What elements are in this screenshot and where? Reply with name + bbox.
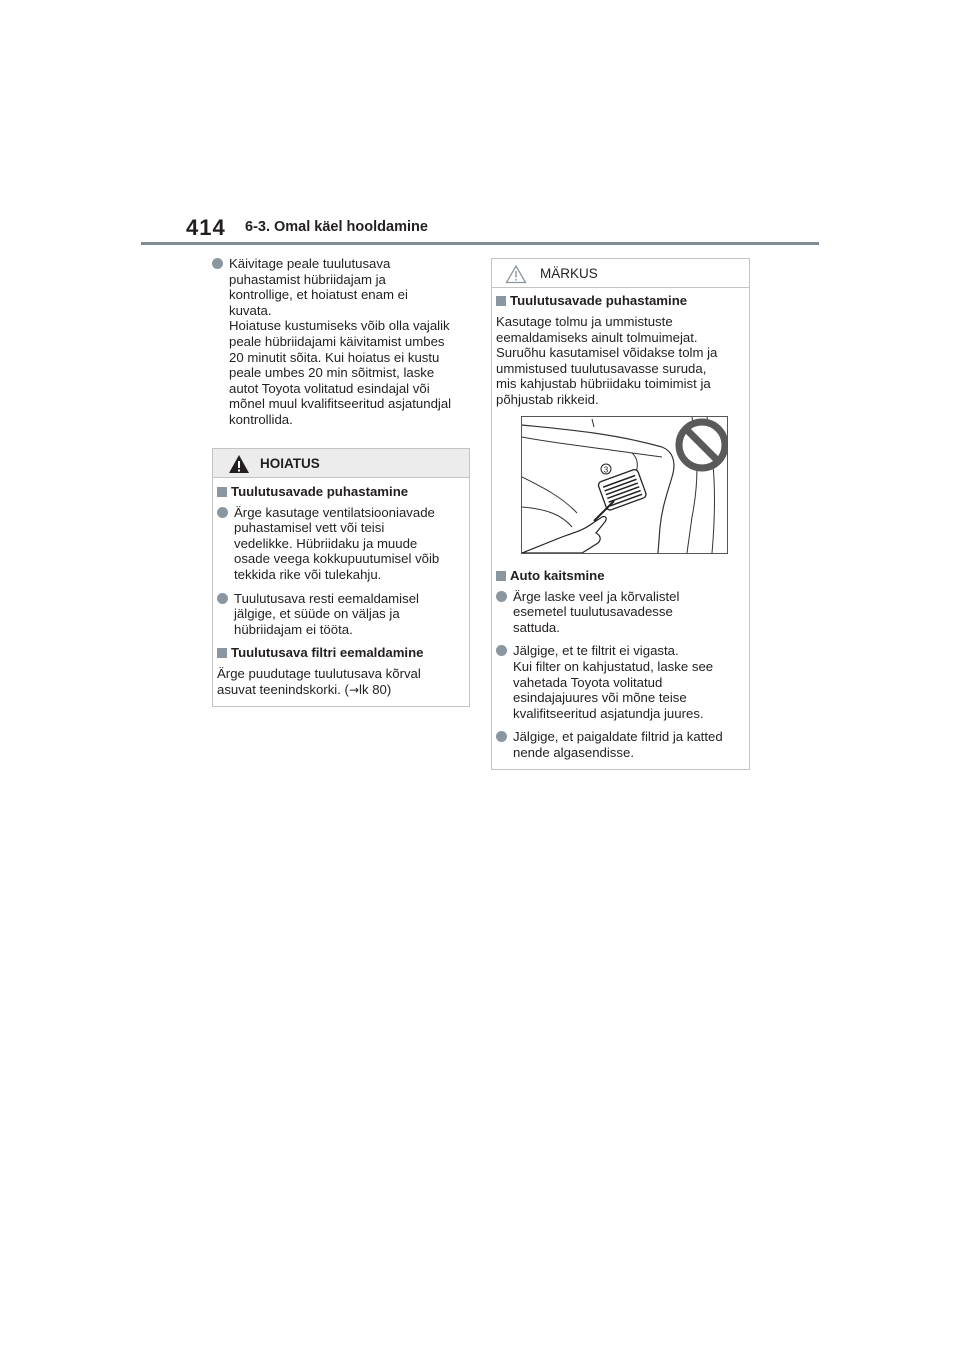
arrow-icon: → [348, 682, 360, 697]
section-heading: Auto kaitsmine [496, 568, 743, 584]
text-line: Tuulutusava resti eemaldamisel [234, 590, 419, 606]
text-line: 20 minutit sõita. Kui hoiatus ei kustu [229, 349, 440, 365]
text-line: kuvata. [229, 302, 272, 318]
text-line: eemaldamiseks ainult tolmuimejat. [496, 329, 698, 345]
text-line: jälgige, et süüde on väljas ja [234, 606, 400, 622]
square-bullet-icon [217, 648, 227, 658]
notice-bullet-item [496, 589, 743, 636]
text-line: puhastamisel vett või teisi [234, 520, 385, 536]
text-line: vedelikke. Hübriidaku ja muude [234, 535, 418, 551]
text-line: sattuda. [513, 619, 560, 635]
warning-triangle-icon [228, 454, 250, 474]
intro-bullet-item [212, 256, 470, 428]
text-line: asuvat teenindskorki. (→lk 80) [217, 681, 392, 697]
text-line: puhastamist hübriidajam ja [229, 271, 386, 287]
text-line: ummistused tuulutusavasse suruda, [496, 360, 707, 376]
bullet-icon [217, 507, 228, 518]
text-line: peale umbes 20 min sõitmist, laske [229, 365, 435, 381]
bullet-icon [496, 731, 507, 742]
warning-box-title: HOIATUS [260, 455, 320, 471]
notice-bullet-item [496, 643, 743, 721]
prohibition-icon [679, 422, 725, 468]
notice-paragraph [496, 314, 743, 408]
vent-cleaning-drawing [522, 417, 727, 553]
text-line: Ärge laske veel ja kõrvalistel [513, 588, 680, 604]
text-line: tekkida rike või tulekahju. [234, 566, 382, 582]
square-bullet-icon [217, 487, 227, 497]
text-line: kvalifitseeritud asjatundja juures. [513, 705, 704, 721]
bullet-icon [217, 593, 228, 604]
text-line: Ärge puudutage tuulutusava kõrval [217, 666, 421, 682]
text-line: autot Toyota volitatud esindajal või [229, 380, 430, 396]
header-divider [141, 242, 819, 245]
text-line: kontrollige, et hoiatust enam ei [229, 287, 408, 303]
warning-bullet-item [217, 591, 463, 638]
text-line: põhjustab rikkeid. [496, 391, 599, 407]
notice-box-body [492, 288, 749, 769]
text-line: mõnel muul kvalifitseeritud asjatundjal [229, 396, 452, 412]
caution-triangle-icon [505, 264, 527, 284]
square-bullet-icon [496, 296, 506, 306]
notice-bullet-item [496, 729, 743, 760]
page-number: 414 [186, 215, 226, 240]
text-line: Jälgige, et te filtrit ei vigasta. [513, 643, 679, 659]
square-bullet-icon [496, 571, 506, 581]
warning-box-body [213, 478, 469, 707]
text-line: osade veega kokkupuutumisel võib [234, 551, 440, 567]
text-line: Kui filter on kahjustatud, laske see [513, 658, 714, 674]
text-line: esemetel tuulutusavadesse [513, 604, 673, 620]
notice-box-header [492, 259, 749, 288]
air-vent-illustration [521, 416, 728, 554]
text-line: mis kahjustab hübriidaku toimimist ja [496, 376, 711, 392]
section-title: 6-3. Omal käel hooldamine [245, 219, 428, 235]
notice-box [491, 258, 750, 770]
bullet-icon [212, 258, 223, 269]
text-line: Ärge kasutage ventilatsiooniavade [234, 504, 435, 520]
section-heading: Tuulutusavade puhastamine [496, 293, 743, 309]
text-line: peale hübriidajami käivitamist umbes [229, 333, 445, 349]
section-heading: Tuulutusavade puhastamine [217, 484, 463, 500]
warning-paragraph [217, 666, 463, 698]
page-reference-link[interactable]: lk 80) [359, 681, 392, 697]
text-line: hübriidajam ei tööta. [234, 621, 353, 637]
text-line: Suruõhu kasutamisel võidakse tolm ja [496, 345, 718, 361]
text-line: Hoiatuse kustumiseks võib olla vajalik [229, 318, 450, 334]
text-line: Kasutage tolmu ja ummistuste [496, 314, 673, 329]
text-line: esindajajuures või mõne teise [513, 690, 687, 706]
warning-box [212, 448, 470, 708]
right-column [491, 258, 750, 770]
bullet-icon [496, 591, 507, 602]
text-line: Jälgige, et paigaldate filtrid ja katted [513, 729, 723, 745]
warning-box-header [213, 449, 469, 478]
left-column [212, 256, 470, 707]
callout-label: 3 [603, 465, 609, 475]
warning-bullet-item [217, 505, 463, 583]
text-line: vahetada Toyota volitatud [513, 674, 663, 690]
notice-box-title: MÄRKUS [540, 266, 598, 281]
bullet-icon [496, 645, 507, 656]
text-line: kontrollida. [229, 411, 293, 427]
text-line: Käivitage peale tuulutusava [229, 256, 391, 271]
section-heading: Tuulutusava filtri eemaldamine [217, 645, 463, 661]
text-line: nende algasendisse. [513, 744, 634, 760]
